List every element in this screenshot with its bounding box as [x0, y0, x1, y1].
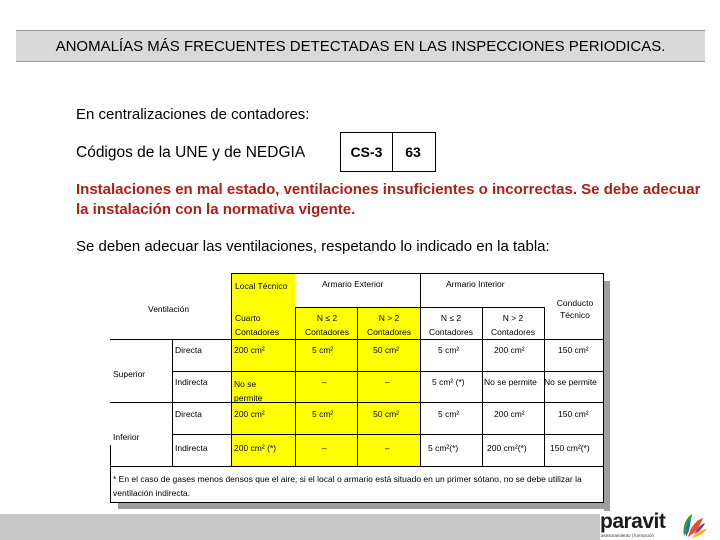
- header-conducto-tecnico: Conducto Técnico: [556, 298, 594, 320]
- footer-bar: [0, 514, 600, 540]
- table-row-4-cell: 150 cm²(*): [550, 443, 590, 453]
- table-row-2-cell: No se permite: [484, 377, 537, 387]
- slide-title: ANOMALÍAS MÁS FRECUENTES DETECTADAS EN LAS INSPECCIONES PERIODICAS.: [55, 37, 666, 55]
- table-row-3-cell: 5 cm²: [312, 409, 334, 419]
- group-inferior: Inferior: [113, 432, 140, 442]
- header-ventilacion: Ventilación: [148, 304, 190, 314]
- table-row-4-cell: 200 cm²(*): [487, 443, 527, 453]
- logo-tagline: asesoramiento | formación: [601, 533, 654, 538]
- table-row-1-tipo: Directa: [175, 345, 202, 355]
- subheader-int-gt2: N > 2 Contadores: [491, 313, 535, 337]
- subheader-ext-gt2: N > 2 Contadores: [367, 313, 411, 337]
- code-number-box: [391, 132, 436, 172]
- header-armario-exterior: Armario Exterior: [322, 279, 384, 289]
- table-row-4-cell: –: [385, 443, 390, 453]
- table-row-3-tipo: Directa: [175, 409, 202, 419]
- table-row-1-cell: 200 cm²: [234, 345, 265, 355]
- table-shadow-bottom: [118, 503, 610, 509]
- table-shadow-right: [604, 281, 610, 511]
- subheader-int-le2: N ≤ 2 Contadores: [429, 313, 473, 337]
- table-row-2-cell: –: [385, 377, 390, 387]
- table-footnote: * En el caso de gases menos densos que el aire, si el local o armario está situado en un primer sótano, no se debe utilizar la ventilación indirecta.: [113, 474, 582, 498]
- table-row-4-tipo: Indirecta: [175, 443, 208, 453]
- table-row-3-cell: 50 cm²: [373, 409, 399, 419]
- table-row-2-tipo: Indirecta: [175, 377, 208, 387]
- group-superior: Superior: [113, 369, 146, 379]
- header-local-tecnico: Local Técnico: [235, 281, 288, 291]
- anomaly-description: Instalaciones en mal estado, ventilaciones insuficientes o incorrectas. Se debe adecuar la instalación con la normativa vigente.: [76, 181, 701, 218]
- ventilation-table: [110, 273, 604, 503]
- table-row-1-cell: 200 cm²: [494, 345, 525, 355]
- table-row-1-cell: 5 cm²: [438, 345, 460, 355]
- intro-text: En centralizaciones de contadores:: [76, 106, 310, 123]
- table-row-4-cell: 5 cm²(*): [428, 443, 459, 453]
- table-row-4-cell: 200 cm² (*): [234, 443, 277, 453]
- slide-title-bar: [16, 30, 705, 62]
- table-row-3-cell: 200 cm²: [234, 409, 265, 419]
- subheader-cuarto: Cuarto Contadores: [235, 313, 279, 337]
- local-tecnico-highlight: [231, 273, 295, 466]
- paravit-logo: [600, 510, 712, 540]
- table-row-1-cell: 5 cm²: [312, 345, 334, 355]
- header-armario-interior: Armario Interior: [446, 279, 505, 289]
- table-row-3-cell: 150 cm²: [558, 409, 589, 419]
- code-cs: CS-3: [350, 144, 383, 160]
- table-row-2-cell: –: [322, 377, 327, 387]
- logo-brand: paravit: [600, 510, 666, 533]
- table-row-4-cell: –: [322, 443, 327, 453]
- subheader-ext-le2: N ≤ 2 Contadores: [305, 313, 349, 337]
- table-row-2-cell: No se permite: [544, 377, 597, 387]
- table-row-3-cell: 200 cm²: [494, 409, 525, 419]
- code-number: 63: [405, 144, 421, 160]
- code-cs-box: [340, 132, 393, 172]
- table-row-2-cell: No se permite: [234, 379, 263, 403]
- logo-leaf-icon: [678, 510, 708, 540]
- codes-label: Códigos de la UNE y de NEDGIA: [76, 144, 306, 161]
- table-row-2-cell: 5 cm² (*): [432, 377, 465, 387]
- table-row-3-cell: 5 cm²: [438, 409, 460, 419]
- table-row-1-cell: 50 cm²: [373, 345, 399, 355]
- instruction-text: Se deben adecuar las ventilaciones, respetando lo indicado en la tabla:: [76, 238, 550, 255]
- table-row-1-cell: 150 cm²: [558, 345, 589, 355]
